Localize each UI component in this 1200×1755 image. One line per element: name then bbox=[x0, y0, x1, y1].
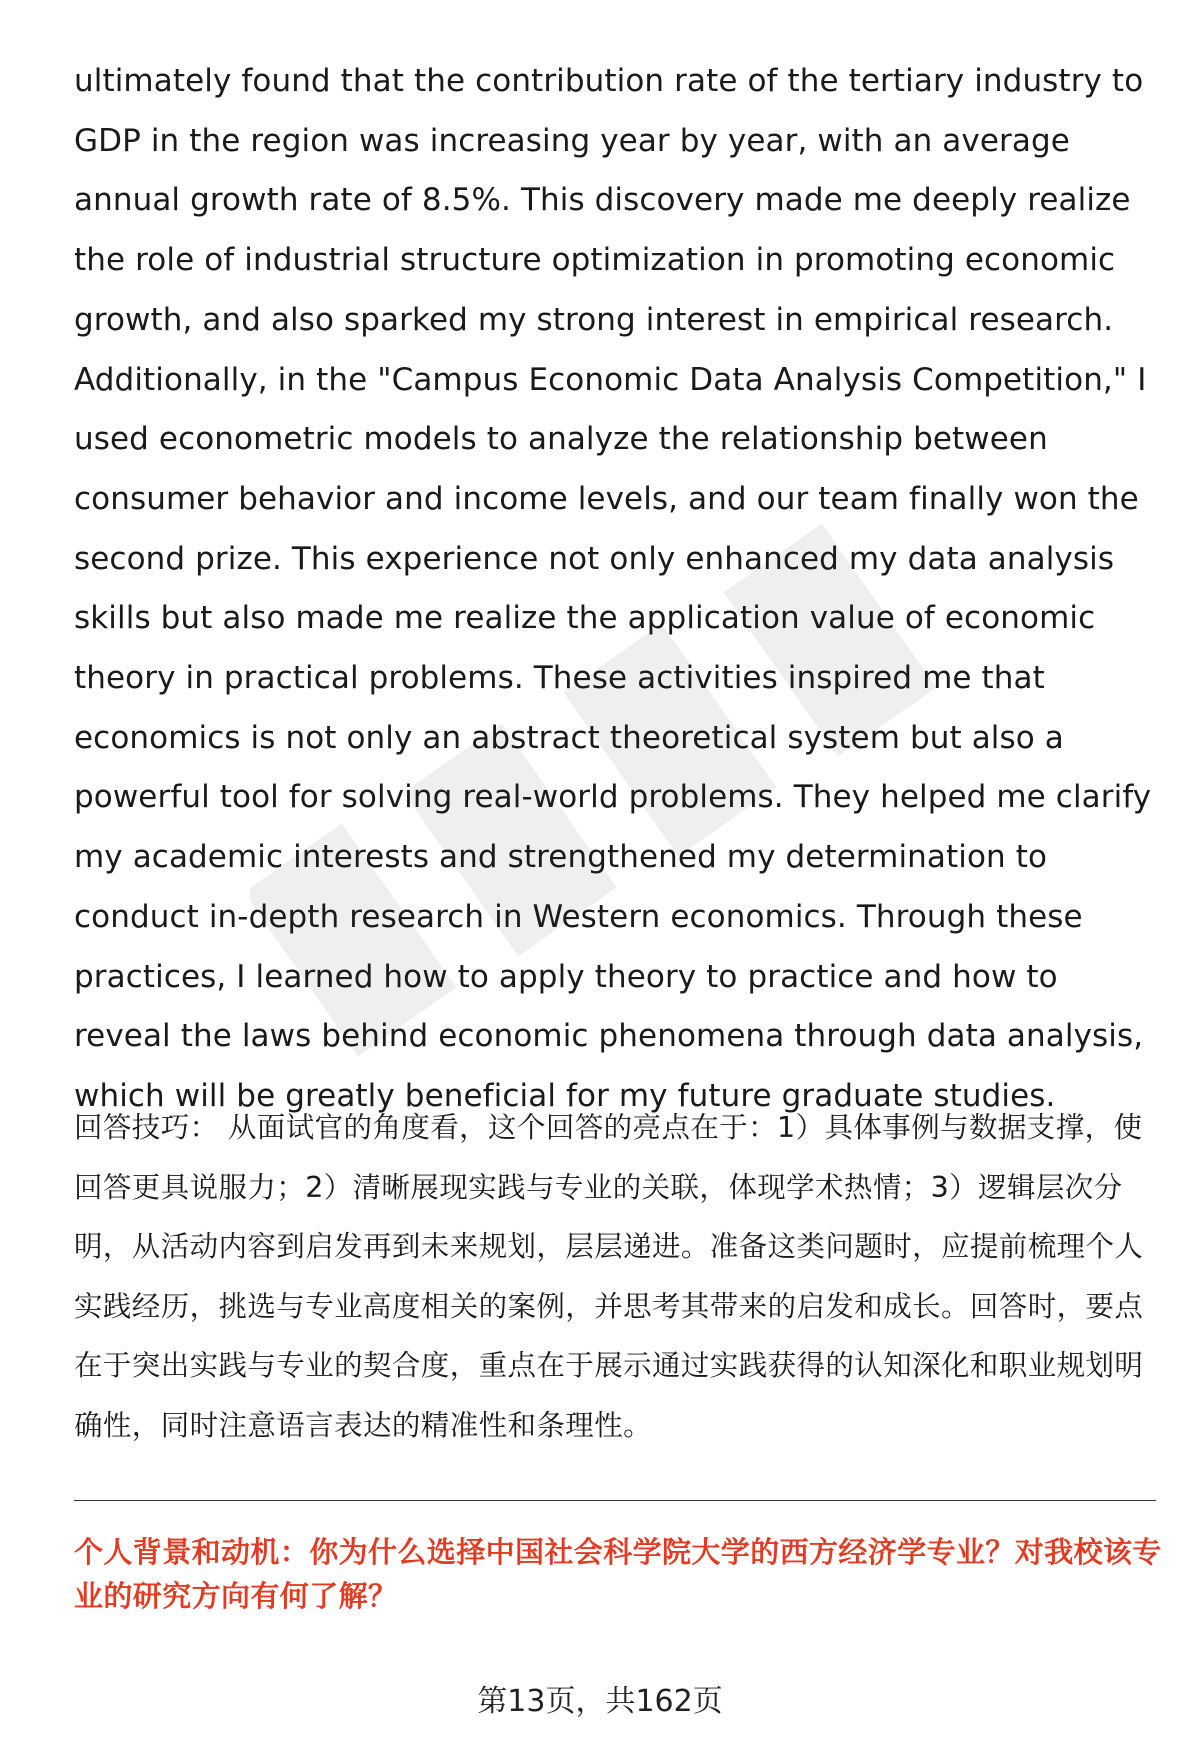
answer-tip: 回答技巧： 从面试官的角度看，这个回答的亮点在于：1）具体事例与数据支撑，使回答更具说服力；2）清晰展现实践与专业的关联，体现学术热情；3）逻辑层次分明，从活动内容到启发再到未来规划，层层递进。准备这类问题时，应提前梳理个人实践经历，挑选与专业高度相关的案例，并思考其带来的启发和成长。回答时，要点在于突出实践与专业的契合度，重点在于展示通过实践获得的认知深化和职业规划明确性，同时注意语言表达的精准性和条理性。 bbox=[74, 1111, 1144, 1442]
answer-paragraph: ultimately found that the contribution rate of the tertiary industry to GDP in the region was increasing year by year, with an average annual growth rate of 8.5%. This discovery made me deeply realize the role of industrial structure optimization in promoting economic growth, and also sparked my strong interest in empirical research. Additionally, in the "Campus Economic Data Analysis Competition," I used econometric models to analyze the relationship between consumer behavior and income levels, and our team finally won the second prize. This experience not only enhanced my data analysis skills but also made me realize the application value of economic theory in practical problems. These activities inspired me that economics is not only an abstract theoretical system but also a powerful tool for solving real-world problems. They helped me clarify my academic interests and strengthened my determination to conduct in-depth research in Western economics. Through these practices, I learned how to apply theory to practice and how to reveal the laws behind economic phenomena through data analysis, which will be greatly beneficial for my future graduate studies. bbox=[74, 63, 1152, 1114]
page-number: 第13页，共162页 bbox=[477, 1684, 723, 1719]
section-divider bbox=[74, 1500, 1156, 1501]
next-question-heading: 个人背景和动机：你为什么选择中国社会科学院大学的西方经济学专业？对我校该专业的研究方向有何了解？ bbox=[74, 1535, 1162, 1613]
